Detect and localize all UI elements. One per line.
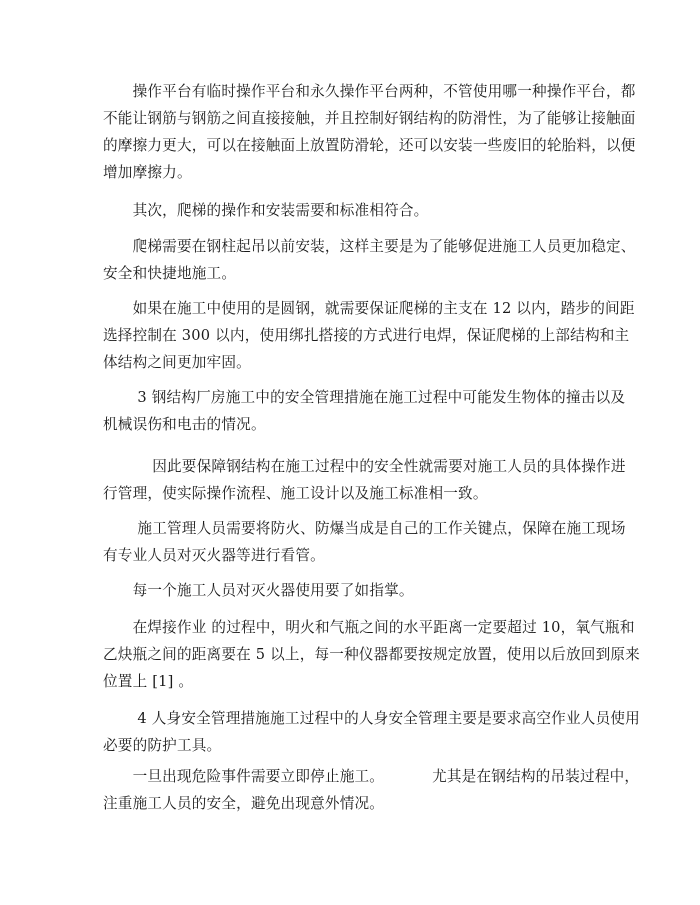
text-line: 因此要保障钢结构在施工过程中的安全性就需要对施工人员的具体操作进 <box>103 458 626 475</box>
paragraph-ladder-standard <box>103 197 603 224</box>
text-line: 位置上 [1] 。 <box>103 673 194 690</box>
text-line: 选择控制在 300 以内，使用绑扎搭接的方式进行电焊，保证爬梯的上部结构和主 <box>103 327 630 344</box>
text-line: 安全和快捷地施工。 <box>103 265 237 282</box>
paragraph-operation-management <box>103 453 626 507</box>
text-line: 如果在施工中使用的是圆钢，就需要保证爬梯的主支在 12 以内，踏步的间距 <box>103 300 635 317</box>
text-line <box>103 763 640 790</box>
paragraph-section-4 <box>103 705 640 759</box>
paragraph-ladder-install <box>103 233 636 287</box>
text-line: 机械误伤和电击的情况。 <box>103 416 266 433</box>
text-line: 的摩擦力更大，可以在接触面上放置防滑轮，还可以安装一些废旧的轮胎料，以便 <box>103 137 636 154</box>
text-line: 操作平台有临时操作平台和永久操作平台两种，不管使用哪一种操作平台，都 <box>103 83 636 100</box>
text-line: 行管理，使实际操作流程、施工设计以及施工标准相一致。 <box>103 485 488 502</box>
text-line: 4 人身安全管理措施施工过程中的人身安全管理主要是要求高空作业人员使用 <box>103 710 640 727</box>
text-line: 体结构之间更加牢固。 <box>103 354 251 371</box>
text-line: 3 钢结构厂房施工中的安全管理措施在施工过程中可能发生物体的撞击以及 <box>103 389 626 406</box>
text-line: 增加摩擦力。 <box>103 164 192 181</box>
text-line: 在焊接作业 的过程中，明火和气瓶之间的水平距离一定要超过 10，氧气瓶和 <box>103 619 635 636</box>
text-line: 施工管理人员需要将防火、防爆当成是自己的工作关键点，保障在施工现场 <box>103 520 626 537</box>
text-segment: 尤其是在钢结构的吊装过程中， <box>432 768 640 785</box>
paragraph-operation-platform <box>103 78 636 186</box>
text-line: 其次，爬梯的操作和安装需要和标准相符合。 <box>103 202 429 219</box>
text-line: 爬梯需要在钢柱起吊以前安装，这样主要是为了能够促进施工人员更加稳定、 <box>103 238 636 255</box>
text-line: 必要的防护工具。 <box>103 737 222 754</box>
text-line: 注重施工人员的安全，避免出现意外情况。 <box>103 795 385 812</box>
text-line: 乙炔瓶之间的距离要在 5 以上，每一种仪器都要按规定放置，使用以后放回到原来 <box>103 646 640 663</box>
text-line: 每一个施工人员对灭火器使用要了如指掌。 <box>103 582 414 599</box>
paragraph-round-steel <box>103 295 635 376</box>
paragraph-welding <box>103 614 640 695</box>
paragraph-fire-prevention <box>103 515 626 569</box>
text-line: 有专业人员对灭火器等进行看管。 <box>103 547 325 564</box>
paragraph-stop-construction <box>103 763 640 817</box>
text-segment: 一旦出现危险事件需要立即停止施工。 <box>103 768 385 785</box>
paragraph-extinguisher <box>103 577 603 604</box>
text-line: 不能让钢筋与钢筋之间直接接触，并且控制好钢结构的防滑性，为了能够让接触面 <box>103 110 636 127</box>
paragraph-section-3 <box>103 384 626 438</box>
